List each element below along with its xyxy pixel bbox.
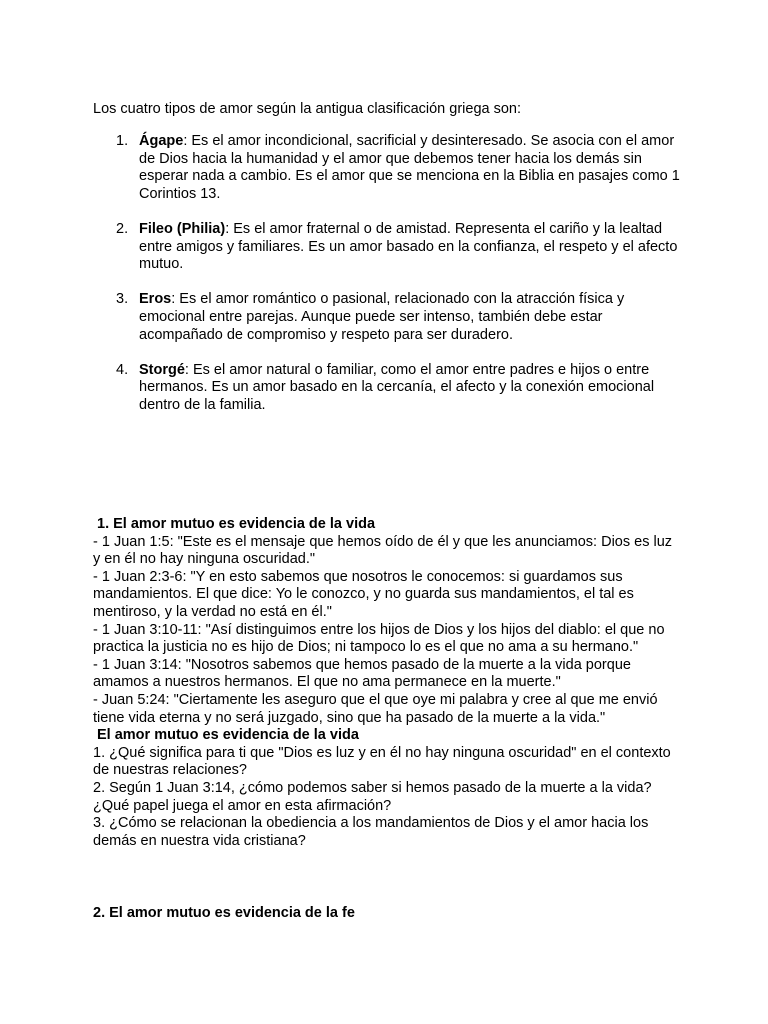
question-line: 2. Según 1 Juan 3:14, ¿cómo podemos saber si hemos pasado de la muerte a la vida? ¿Qué papel juega el amor en esta afirmación?	[93, 779, 652, 814]
term-agape: Ágape	[139, 133, 184, 149]
list-item-fileo	[93, 221, 683, 274]
definition-storge: : Es el amor natural o familiar, como el amor entre padres e hijos o entre hermanos. Es un amor basado en la cercanía, el afecto y la conexión emocional dentro de la familia.	[139, 361, 655, 413]
section-evidence-of-life	[93, 516, 678, 850]
definition-agape: : Es el amor incondicional, sacrificial y desinteresado. Se asocia con el amor de Dios hacia la humanidad y el amor que debemos tener hacia los demás sin esperar nada a cambio. Es el amor que se menciona en la Biblia en pasajes como 1 Corintios 13.	[139, 133, 680, 202]
section-evidence-of-faith	[93, 905, 678, 923]
list-number: 2.	[116, 220, 129, 237]
verse-line: - 1 Juan 1:5: "Este es el mensaje que hemos oído de él y que les anunciamos: Dios es luz y en él no hay ninguna oscuridad."	[93, 533, 673, 568]
list-item-eros	[93, 291, 683, 344]
list-number: 1.	[116, 133, 129, 149]
questions-heading: El amor mutuo es evidencia de la vida	[97, 727, 359, 744]
love-types-list	[93, 133, 683, 432]
verse-line: - 1 Juan 3:14: "Nosotros sabemos que hemos pasado de la muerte a la vida porque amamos a nuestros hermanos. El que no ama permanece en la muerte."	[93, 656, 631, 691]
verse-line: - Juan 5:24: "Ciertamente les aseguro que el que oye mi palabra y cree al que me envió tiene vida eterna y no será juzgado, sino que ha pasado de la muerte a la vida."	[93, 691, 658, 726]
verse-line: - 1 Juan 2:3-6: "Y en esto sabemos que nosotros le conocemos: si guardamos sus mandamientos. El que dice: Yo le conozco, y no guarda sus mandamientos, el tal es mentiroso, y la verdad no está en él."	[93, 568, 634, 620]
section-heading: 1. El amor mutuo es evidencia de la vida	[97, 516, 376, 532]
list-number: 3.	[116, 291, 129, 308]
term-fileo: Fileo (Philia)	[139, 220, 226, 237]
term-eros: Eros	[139, 291, 172, 308]
definition-fileo: : Es el amor fraternal o de amistad. Representa el cariño y la lealtad entre amigos y familiares. Es un amor basado en la confianza, el respeto y el afecto mutuo.	[139, 220, 678, 273]
list-item-agape	[93, 133, 683, 203]
question-line: 3. ¿Cómo se relacionan la obediencia a los mandamientos de Dios y el amor hacia los demás en nuestra vida cristiana?	[93, 815, 649, 849]
list-item-storge	[93, 362, 683, 415]
intro-paragraph: Los cuatro tipos de amor según la antigua clasificación griega son:	[93, 101, 522, 117]
definition-eros: : Es el amor romántico o pasional, relacionado con la atracción física y emocional entre parejas. Aunque puede ser intenso, también debe estar acompañado de compromiso y respeto para ser duradero.	[139, 291, 625, 343]
list-number: 4.	[116, 361, 129, 378]
section-heading: 2. El amor mutuo es evidencia de la fe	[93, 905, 355, 921]
question-line: 1. ¿Qué significa para ti que "Dios es luz y en él no hay ninguna oscuridad" en el contexto de nuestras relaciones?	[93, 744, 671, 779]
term-storge: Storgé	[139, 361, 185, 378]
verse-line: - 1 Juan 3:10-11: "Así distinguimos entre los hijos de Dios y los hijos del diablo: el que no practica la justicia no es hijo de Dios; ni tampoco lo es el que no ama a su hermano."	[93, 621, 665, 656]
